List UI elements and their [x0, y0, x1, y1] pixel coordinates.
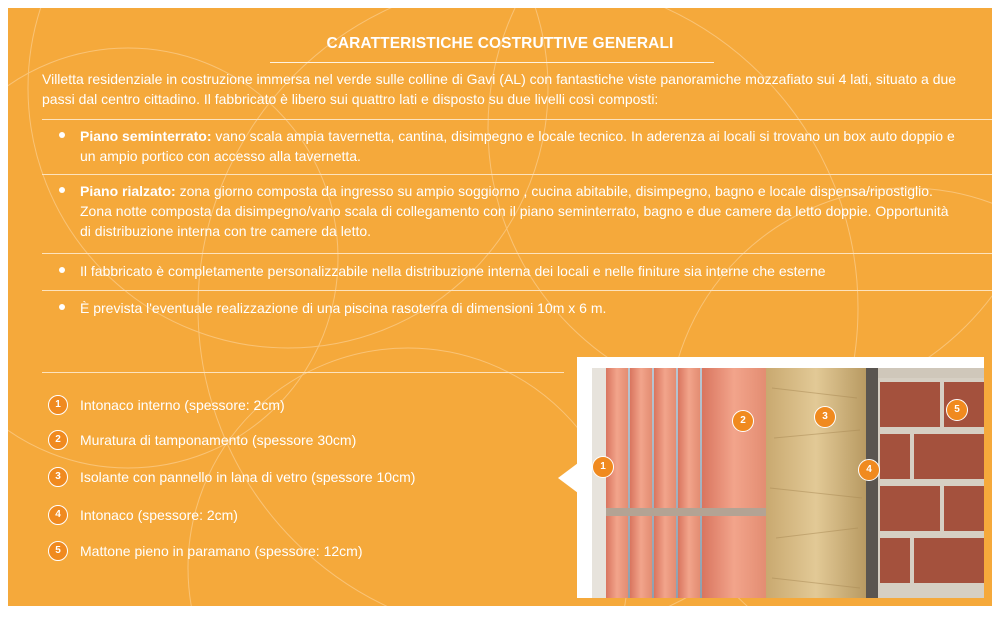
feature-text: Il fabbricato è completamente personalizzabile nella distribuzione interna dei locali e nelle finiture sia interne che esterne	[80, 263, 826, 279]
legend-text: Isolante con pannello in lana di vetro (spessore 10cm)	[80, 469, 416, 485]
legend-number: 4	[48, 505, 68, 525]
legend-number: 5	[48, 541, 68, 561]
feature-item	[80, 126, 960, 166]
legend-text: Intonaco interno (spessore: 2cm)	[80, 397, 285, 413]
feature-label: Piano seminterrato:	[80, 128, 212, 144]
bullet-dot	[59, 132, 65, 138]
title-divider	[270, 62, 714, 63]
wall-layers-illustration	[592, 368, 984, 598]
legend-text: Mattone pieno in paramano (spessore: 12cm)	[80, 543, 363, 559]
marker: 2	[732, 410, 754, 432]
bullet-dot	[59, 187, 65, 193]
feature-item	[80, 181, 960, 241]
legend-number: 2	[48, 430, 68, 450]
feature-item	[80, 298, 960, 318]
legend-text: Muratura di tamponamento (spessore 30cm)	[80, 432, 357, 448]
wall-section-photo	[592, 368, 984, 598]
divider	[42, 119, 992, 120]
marker: 5	[946, 399, 968, 421]
feature-label: Piano rialzato:	[80, 183, 176, 199]
feature-text: È prevista l'eventuale realizzazione di una piscina rasoterra di dimensioni 10m x 6 m.	[80, 300, 607, 316]
marker: 4	[858, 459, 880, 481]
bullet-dot	[59, 267, 65, 273]
intro-paragraph: Villetta residenziale in costruzione immersa nel verde sulle colline di Gavi (AL) con fantastiche viste panoramiche mozzafiato sui 4 lati, situato a due passi dal centro cittadino. Il fabbricato è libero sui quattro lati e disposto su due livelli così composti:	[42, 71, 957, 107]
marker: 3	[814, 406, 836, 428]
legend-number: 1	[48, 395, 68, 415]
legend-divider	[42, 372, 564, 373]
marker: 1	[592, 456, 614, 478]
divider	[42, 174, 992, 175]
feature-text: zona giorno composta da ingresso su ampio soggiorno , cucina abitabile, disimpegno, bagno e locale dispensa/ripostiglio. Zona notte composta da disimpegno/vano scala di collegamento con il piano seminterrato, bagno e due camere da letto doppie. Opportunità di distribuzione interna con tre camere da letto.	[80, 183, 949, 239]
divider	[42, 290, 992, 291]
legend-text: Intonaco (spessore: 2cm)	[80, 507, 238, 523]
divider	[42, 253, 992, 254]
feature-item	[80, 261, 960, 281]
bullet-dot	[59, 304, 65, 310]
legend-number: 3	[48, 467, 68, 487]
feature-text: vano scala ampia tavernetta, cantina, disimpegno e locale tecnico. In aderenza ai locali si trovano un box auto doppio e un ampio portico con accesso alla tavernetta.	[80, 128, 955, 164]
section-title: CARATTERISTICHE COSTRUTTIVE GENERALI	[326, 35, 674, 52]
